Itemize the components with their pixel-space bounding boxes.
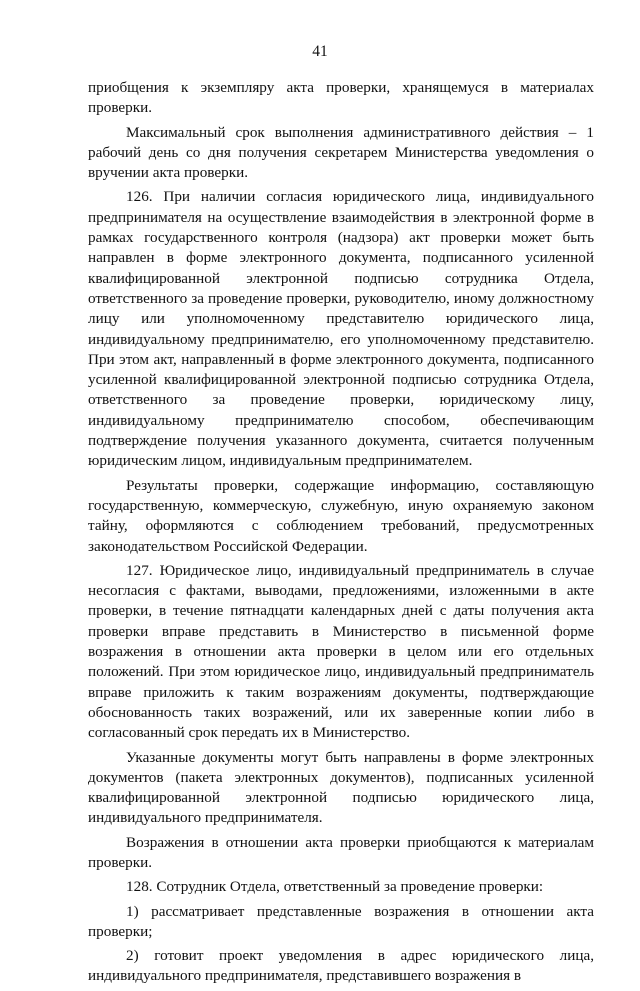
paragraph-128: 128. Сотрудник Отдела, ответственный за проведение проверки: [126, 878, 544, 896]
paragraph-continuation: приобщения к экземпляру акта проверки, хранящемуся в материалах проверки. [88, 79, 594, 117]
page-number: 41 [312, 43, 328, 60]
paragraph-127: 127. Юридическое лицо, индивидуальный предприниматель в случае несогласия с фактами, выводами, предложениями, изложенными в акте проверки, в течение пятнадцати календарных дней с даты получения акта проверки вправе представить в Министерство в письменной форме возражения в отношении акта проверки в целом или его отдельных положений. При этом юридическое лицо, индивидуальный предприниматель вправе приложить к таким возражениям документы, подтверждающие обоснованность таких возражений, или их заверенные копии либо в согласованный срок передать их в Министерство. [88, 561, 594, 742]
paragraph-results-secrecy: Результаты проверки, содержащие информацию, составляющую государственную, коммерческую, служебную, иную охраняемую законом тайну, оформляются с соблюдением требований, предусмотренных законодательством Российской Федерации. [88, 476, 594, 555]
paragraph-deadline: Максимальный срок выполнения административного действия – 1 рабочий день со дня получения секретарем Министерства уведомления о вручении акта проверки. [88, 123, 594, 182]
document-body [88, 78, 594, 991]
paragraph-objections-attached: Возражения в отношении акта проверки приобщаются к материалам проверки. [88, 833, 594, 871]
paragraph-electronic-documents: Указанные документы могут быть направлены в форме электронных документов (пакета электронных документов), подписанных усиленной квалифицированной электронной подписью юридического лица, индивидуального предпринимателя. [88, 748, 594, 827]
paragraph-126: 126. При наличии согласия юридического лица, индивидуального предпринимателя на осуществление взаимодействия в электронной форме в рамках государственного контроля (надзора) акт проверки может быть направлен в форме электронного документа, подписанного усиленной квалифицированной электронной подписью сотрудника Отдела, ответственного за проведение проверки, руководителю, иному должностному лицу или уполномоченному представителю юридического лица, индивидуальному предпринимателю, его уполномоченному представителю. При этом акт, направленный в форме электронного документа, подписанного усиленной квалифицированной электронной подписью сотрудника Отдела, ответственного за проведение проверки, юридическому лицу, индивидуальному предпринимателю способом, обеспечивающим подтверждение получения указанного документа, считается полученным юридическим лицом, индивидуальным предпринимателем. [88, 188, 594, 470]
list-item-2: 2) готовит проект уведомления в адрес юридического лица, индивидуального предпринимателя, представившего возражения в [88, 947, 594, 985]
list-item-1: 1) рассматривает представленные возражения в отношении акта проверки; [88, 902, 594, 940]
